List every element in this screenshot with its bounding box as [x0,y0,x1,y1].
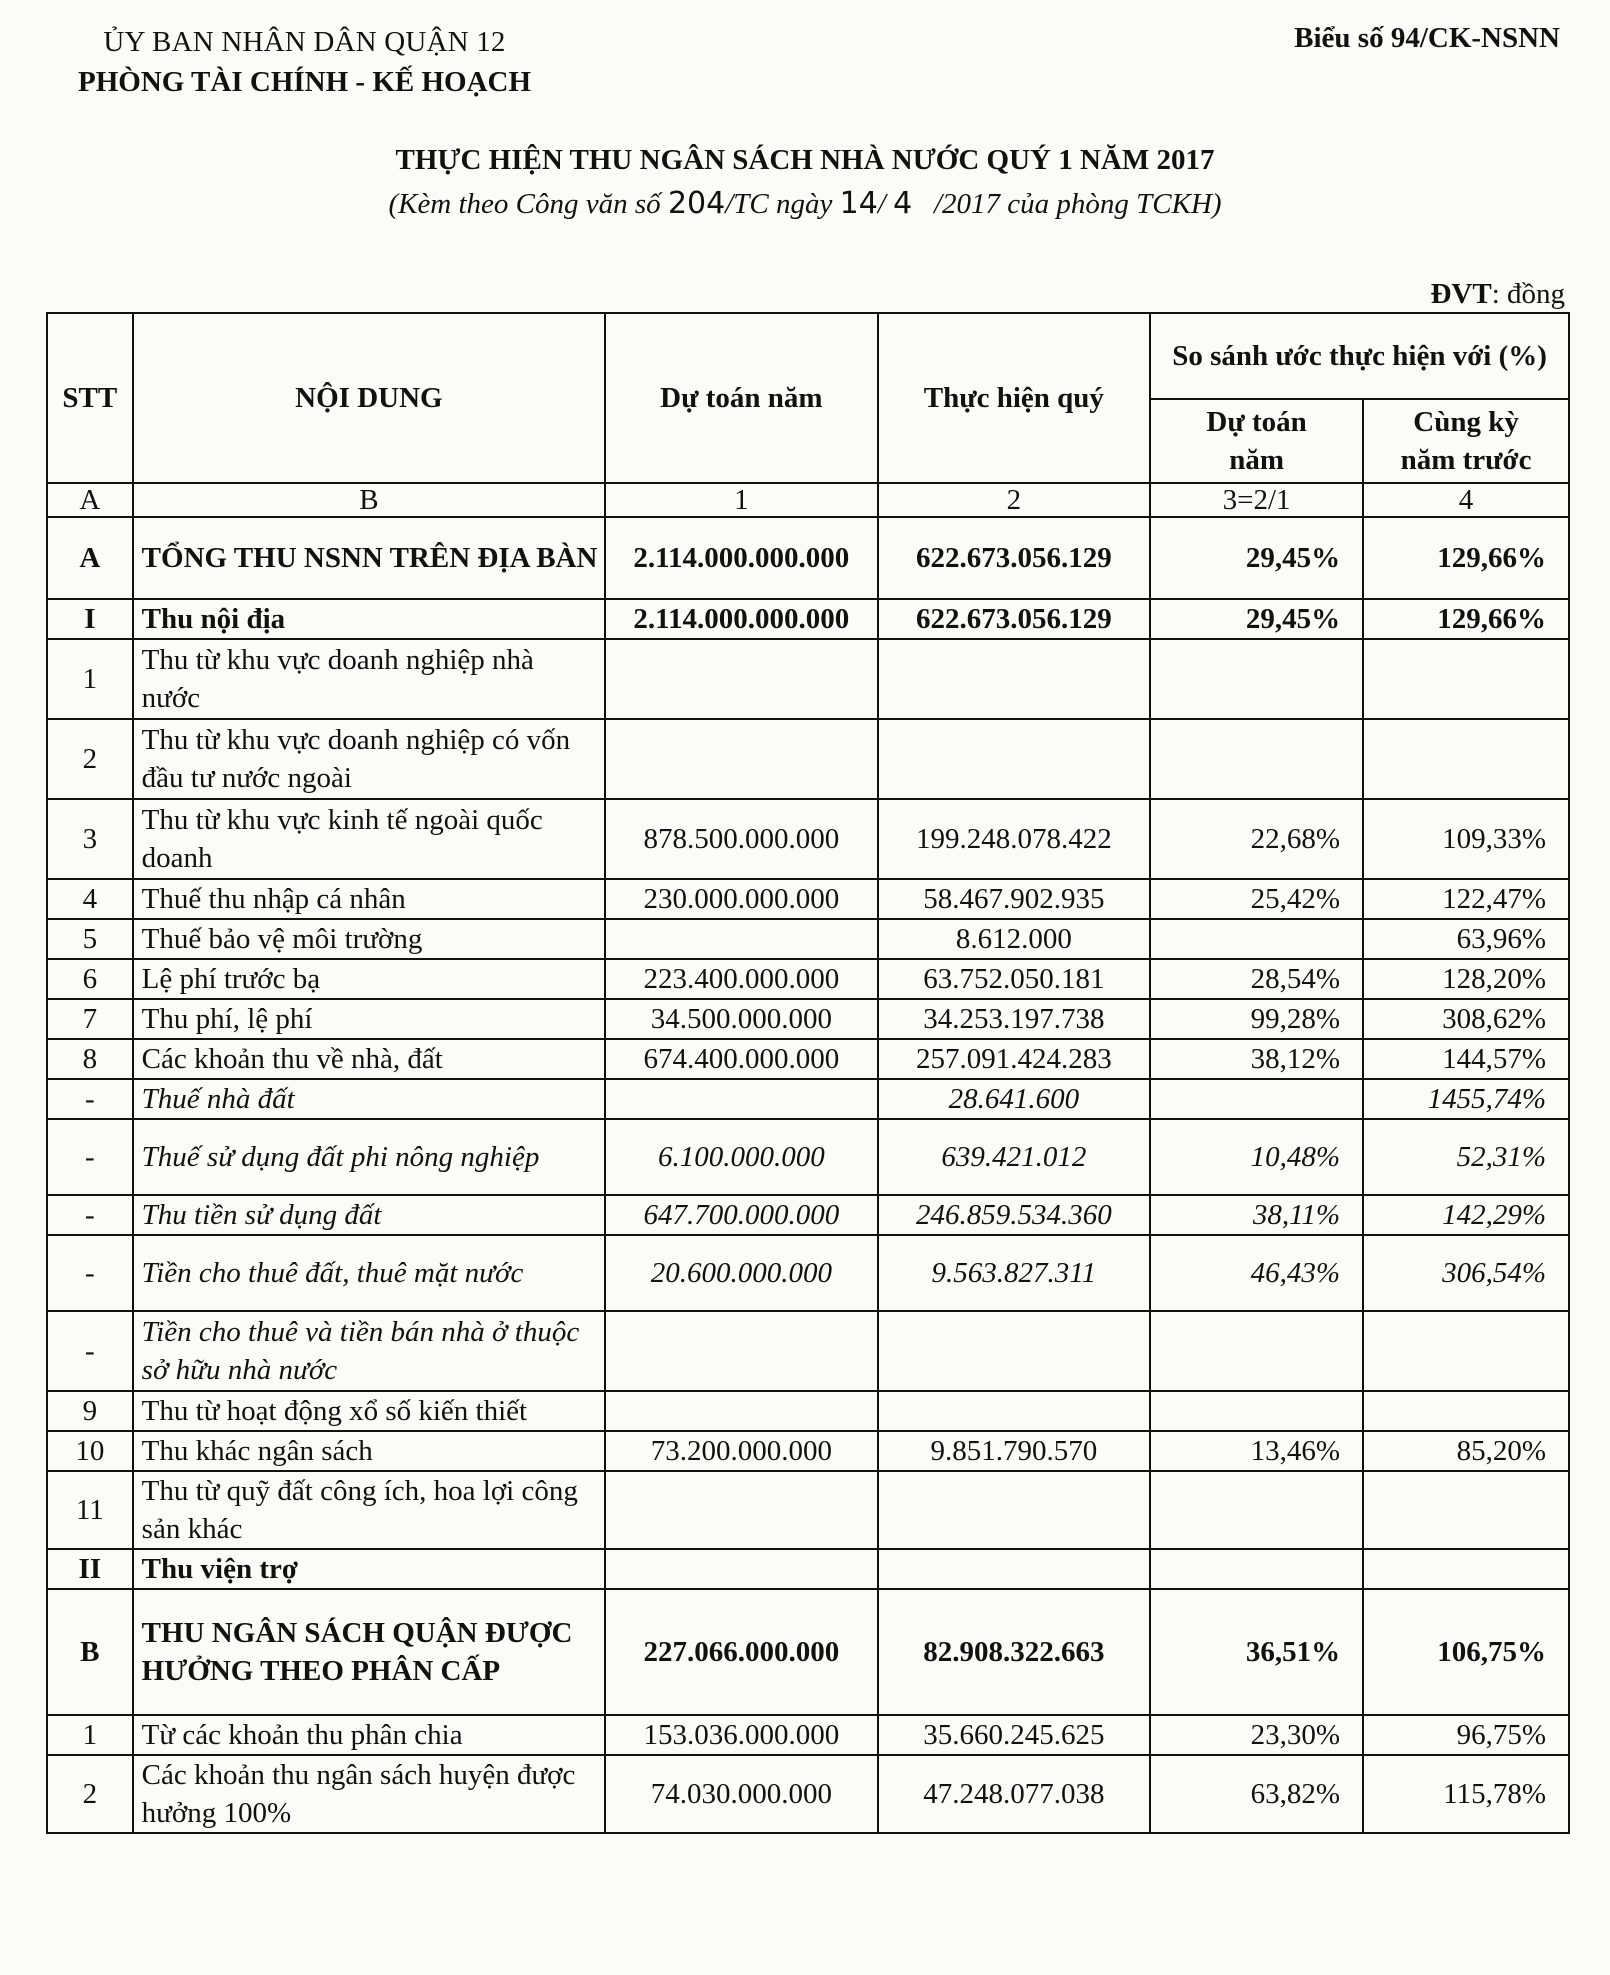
row-content: TỔNG THU NSNN TRÊN ĐỊA BÀN [133,517,605,599]
row-pct-previous [1363,719,1569,799]
header-stt: STT [47,313,133,483]
row-content: Thu khác ngân sách [133,1431,605,1471]
unit-label [1430,278,1565,311]
row-stt: A [47,517,133,599]
table-row [47,1755,1569,1833]
row-estimate: 6.100.000.000 [605,1119,878,1195]
row-content: Các khoản thu ngân sách huyện được hưởng 100% [133,1755,605,1833]
document-subtitle [0,186,1610,221]
row-content: Thu từ quỹ đất công ích, hoa lợi công sản khác [133,1471,605,1549]
row-stt: B [47,1589,133,1715]
row-estimate [605,719,878,799]
row-content: Thu nội địa [133,599,605,639]
row-content: Thuế nhà đất [133,1079,605,1119]
row-estimate [605,639,878,719]
row-stt: 11 [47,1471,133,1549]
row-content: Thuế sử dụng đất phi nông nghiệp [133,1119,605,1195]
row-estimate: 153.036.000.000 [605,1715,878,1755]
row-pct-estimate: 38,11% [1150,1195,1363,1235]
subtitle-part1: (Kèm theo Công văn số [388,188,668,220]
unit-value: : đồng [1491,278,1565,310]
table-row [47,599,1569,639]
index-cell: 2 [878,483,1151,517]
row-pct-estimate: 28,54% [1150,959,1363,999]
table-row [47,1391,1569,1431]
row-estimate [605,1549,878,1589]
row-actual: 28.641.600 [878,1079,1151,1119]
row-pct-previous [1363,1391,1569,1431]
row-estimate: 230.000.000.000 [605,879,878,919]
row-estimate: 878.500.000.000 [605,799,878,879]
table-row [47,719,1569,799]
table-row [47,1431,1569,1471]
row-estimate: 74.030.000.000 [605,1755,878,1833]
row-pct-previous [1363,639,1569,719]
table-row [47,1549,1569,1589]
row-estimate: 227.066.000.000 [605,1589,878,1715]
row-pct-estimate: 10,48% [1150,1119,1363,1195]
row-content: Tiền cho thuê đất, thuê mặt nước [133,1235,605,1311]
header-compare: So sánh ước thực hiện với (%) [1150,313,1569,399]
row-actual [878,1391,1151,1431]
row-estimate: 2.114.000.000.000 [605,599,878,639]
row-pct-previous: 1455,74% [1363,1079,1569,1119]
row-actual: 246.859.534.360 [878,1195,1151,1235]
row-pct-previous: 129,66% [1363,599,1569,639]
table-row [47,1119,1569,1195]
row-pct-previous [1363,1311,1569,1391]
row-stt: 9 [47,1391,133,1431]
row-pct-estimate [1150,1311,1363,1391]
table-row [47,639,1569,719]
row-pct-estimate: 63,82% [1150,1755,1363,1833]
table-row [47,1715,1569,1755]
table-row [47,1471,1569,1549]
row-pct-previous: 109,33% [1363,799,1569,879]
row-actual [878,1311,1151,1391]
table-row [47,879,1569,919]
row-pct-estimate [1150,1391,1363,1431]
row-pct-previous: 115,78% [1363,1755,1569,1833]
row-pct-previous: 122,47% [1363,879,1569,919]
row-actual [878,719,1151,799]
row-actual: 47.248.077.038 [878,1755,1151,1833]
table-row [47,517,1569,599]
row-content: Lệ phí trước bạ [133,959,605,999]
issuing-organization [78,22,531,102]
row-estimate: 73.200.000.000 [605,1431,878,1471]
table-row [47,1589,1569,1715]
form-number: Biểu số 94/CK-NSNN [1294,22,1560,54]
row-stt: 8 [47,1039,133,1079]
row-actual: 199.248.078.422 [878,799,1151,879]
row-actual [878,1471,1151,1549]
row-content: Thu tiền sử dụng đất [133,1195,605,1235]
row-pct-estimate: 23,30% [1150,1715,1363,1755]
row-stt: 7 [47,999,133,1039]
org-line1: ỦY BAN NHÂN DÂN QUẬN 12 [103,26,506,58]
table-row [47,1195,1569,1235]
row-content: Thu phí, lệ phí [133,999,605,1039]
handwritten-month: 4 [893,186,913,221]
row-content: Thuế bảo vệ môi trường [133,919,605,959]
row-estimate: 647.700.000.000 [605,1195,878,1235]
row-actual: 58.467.902.935 [878,879,1151,919]
row-pct-previous: 129,66% [1363,517,1569,599]
row-pct-previous [1363,1549,1569,1589]
row-pct-estimate: 46,43% [1150,1235,1363,1311]
subtitle-part2: /TC ngày [725,188,840,220]
row-pct-estimate [1150,919,1363,959]
row-stt: 6 [47,959,133,999]
row-pct-previous: 142,29% [1363,1195,1569,1235]
row-actual [878,639,1151,719]
table-row [47,1311,1569,1391]
row-stt: I [47,599,133,639]
row-estimate [605,919,878,959]
row-pct-previous: 128,20% [1363,959,1569,999]
table-row [47,999,1569,1039]
row-estimate: 20.600.000.000 [605,1235,878,1311]
subtitle-part3: /2017 của phòng TCKH) [912,188,1222,220]
row-stt: 2 [47,1755,133,1833]
table-row [47,959,1569,999]
index-cell: A [47,483,133,517]
row-stt: 5 [47,919,133,959]
row-content: Thu từ khu vực doanh nghiệp có vốn đầu tư nước ngoài [133,719,605,799]
row-stt: - [47,1079,133,1119]
row-pct-estimate: 13,46% [1150,1431,1363,1471]
row-pct-previous: 306,54% [1363,1235,1569,1311]
row-pct-estimate: 25,42% [1150,879,1363,919]
row-pct-estimate [1150,719,1363,799]
row-stt: 1 [47,1715,133,1755]
row-stt: - [47,1235,133,1311]
table-row [47,799,1569,879]
row-estimate: 223.400.000.000 [605,959,878,999]
row-pct-previous: 106,75% [1363,1589,1569,1715]
header-content: NỘI DUNG [133,313,605,483]
index-cell: B [133,483,605,517]
row-content: Tiền cho thuê và tiền bán nhà ở thuộc sở hữu nhà nước [133,1311,605,1391]
index-row [47,483,1569,517]
row-content: Thu viện trợ [133,1549,605,1589]
revenue-table [46,312,1570,1834]
row-pct-estimate [1150,639,1363,719]
row-actual: 257.091.424.283 [878,1039,1151,1079]
row-pct-estimate: 36,51% [1150,1589,1363,1715]
row-actual: 63.752.050.181 [878,959,1151,999]
row-pct-previous: 144,57% [1363,1039,1569,1079]
index-cell: 1 [605,483,878,517]
row-actual: 622.673.056.129 [878,599,1151,639]
row-content: Từ các khoản thu phân chia [133,1715,605,1755]
row-estimate [605,1311,878,1391]
row-estimate: 674.400.000.000 [605,1039,878,1079]
row-estimate [605,1471,878,1549]
row-estimate: 34.500.000.000 [605,999,878,1039]
row-actual: 639.421.012 [878,1119,1151,1195]
row-content: Thuế thu nhập cá nhân [133,879,605,919]
row-stt: - [47,1311,133,1391]
org-line2: PHÒNG TÀI CHÍNH - KẾ HOẠCH [78,66,532,98]
row-pct-estimate: 29,45% [1150,517,1363,599]
row-actual: 34.253.197.738 [878,999,1151,1039]
subtitle-sep: / [877,188,894,220]
header-vs-estimate: Dự toán năm [1150,399,1363,483]
table-row [47,1079,1569,1119]
row-content: Thu từ hoạt động xổ số kiến thiết [133,1391,605,1431]
row-stt: - [47,1119,133,1195]
row-pct-estimate: 38,12% [1150,1039,1363,1079]
row-actual: 8.612.000 [878,919,1151,959]
row-estimate [605,1391,878,1431]
row-estimate [605,1079,878,1119]
row-pct-estimate [1150,1079,1363,1119]
row-content: Các khoản thu về nhà, đất [133,1039,605,1079]
row-stt: 1 [47,639,133,719]
row-stt: II [47,1549,133,1589]
row-pct-estimate: 99,28% [1150,999,1363,1039]
handwritten-doc-number: 204 [667,186,726,221]
row-stt: 10 [47,1431,133,1471]
row-actual [878,1549,1151,1589]
row-pct-estimate [1150,1471,1363,1549]
document-title: THỰC HIỆN THU NGÂN SÁCH NHÀ NƯỚC QUÝ 1 NĂM 2017 [395,144,1215,176]
row-pct-estimate: 22,68% [1150,799,1363,879]
row-pct-previous: 85,20% [1363,1431,1569,1471]
row-actual: 9.563.827.311 [878,1235,1151,1311]
table-row [47,1235,1569,1311]
row-stt: 4 [47,879,133,919]
row-pct-estimate: 29,45% [1150,599,1363,639]
row-actual: 35.660.245.625 [878,1715,1151,1755]
row-content: THU NGÂN SÁCH QUẬN ĐƯỢC HƯỞNG THEO PHÂN CẤP [133,1589,605,1715]
row-actual: 622.673.056.129 [878,517,1151,599]
row-estimate: 2.114.000.000.000 [605,517,878,599]
row-pct-previous: 96,75% [1363,1715,1569,1755]
row-pct-previous: 63,96% [1363,919,1569,959]
row-pct-estimate [1150,1549,1363,1589]
row-stt: 3 [47,799,133,879]
table-row [47,919,1569,959]
row-content: Thu từ khu vực kinh tế ngoài quốc doanh [133,799,605,879]
unit-key: ĐVT [1430,278,1492,310]
row-pct-previous [1363,1471,1569,1549]
row-content: Thu từ khu vực doanh nghiệp nhà nước [133,639,605,719]
header-estimate: Dự toán năm [605,313,878,483]
row-pct-previous: 52,31% [1363,1119,1569,1195]
header-actual: Thực hiện quý [878,313,1151,483]
handwritten-day: 14 [839,186,878,221]
row-actual: 82.908.322.663 [878,1589,1151,1715]
row-stt: 2 [47,719,133,799]
row-actual: 9.851.790.570 [878,1431,1151,1471]
index-cell: 3=2/1 [1150,483,1363,517]
index-cell: 4 [1363,483,1569,517]
row-stt: - [47,1195,133,1235]
header-vs-prev: Cùng kỳ năm trước [1363,399,1569,483]
table-row [47,1039,1569,1079]
row-pct-previous: 308,62% [1363,999,1569,1039]
